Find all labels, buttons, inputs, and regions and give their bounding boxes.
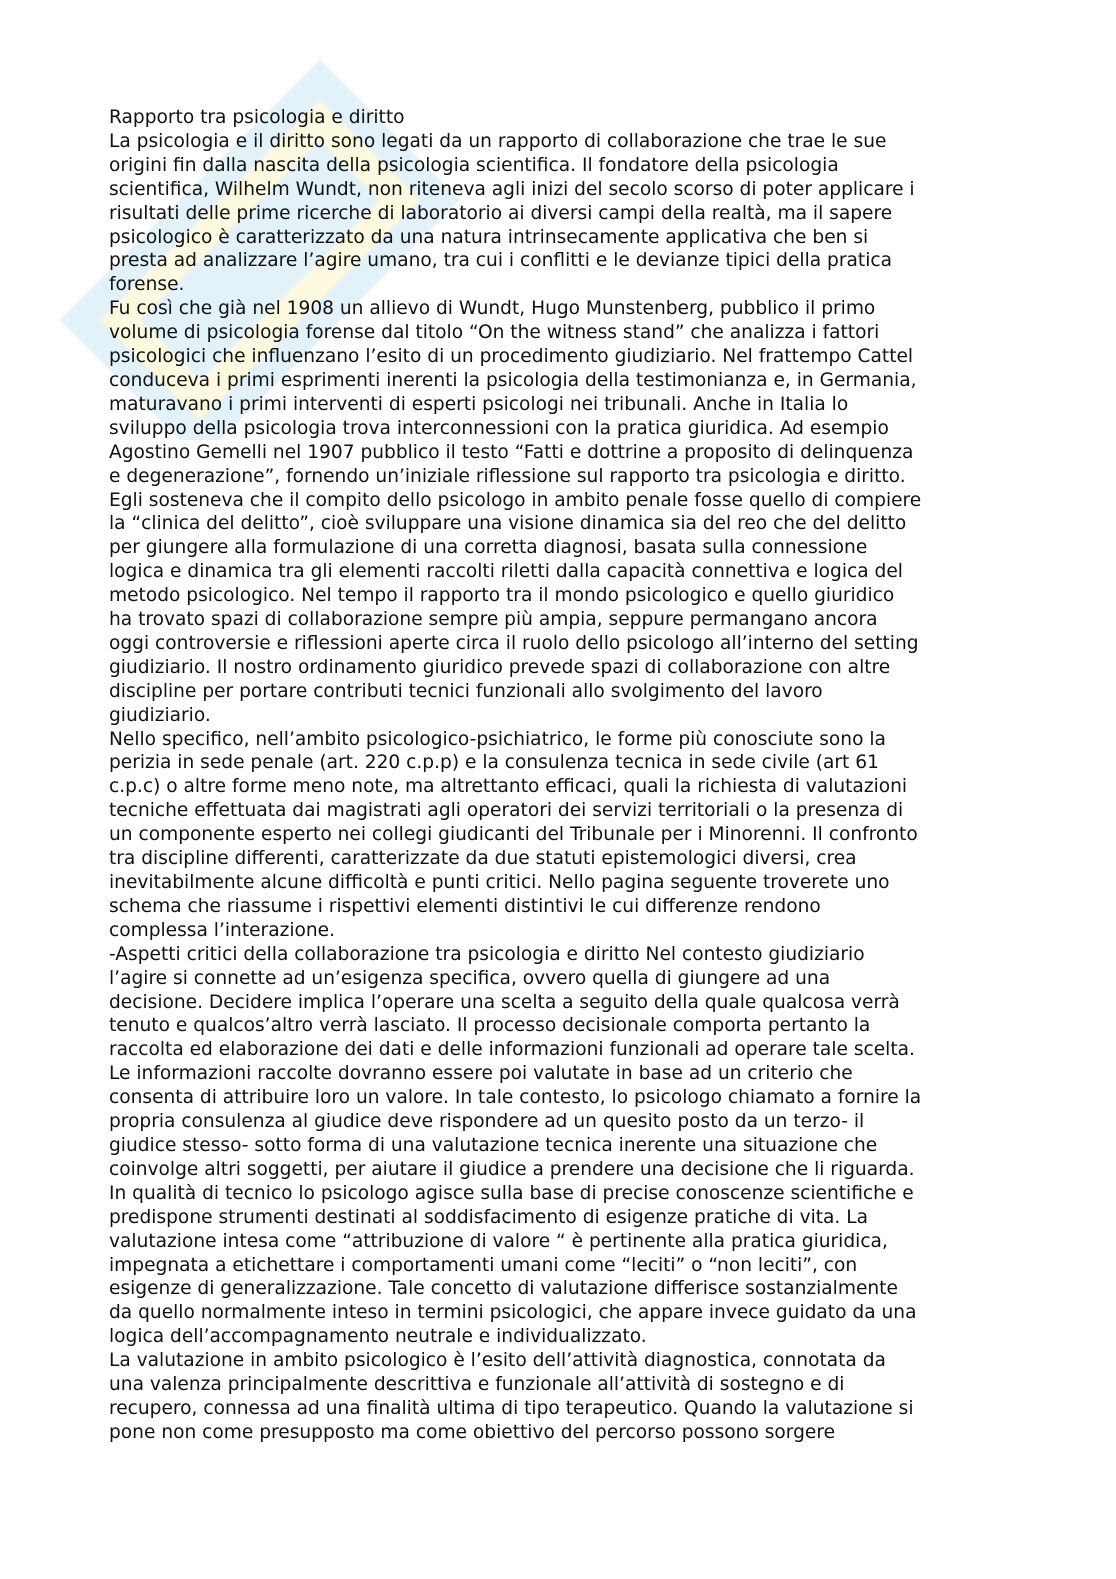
text-line: propria consulenza al giudice deve rispondere ad un quesito posto da un terzo- il bbox=[109, 1111, 865, 1133]
text-line: da quello normalmente inteso in termini psicologici, che appare invece guidato da una bbox=[109, 1302, 917, 1324]
text-line: sviluppo della psicologia trova interconnessioni con la pratica giuridica. Ad esempio bbox=[109, 417, 889, 439]
text-line: Nello specifico, nell’ambito psicologico-psichiatrico, le forme più conosciute sono la bbox=[109, 728, 886, 750]
text-line: Agostino Gemelli nel 1907 pubblico il testo “Fatti e dottrine a proposito di delinquenza bbox=[109, 441, 914, 463]
text-line: psicologico è caratterizzato da una natura intrinsecamente applicativa che ben si bbox=[109, 226, 869, 248]
text-line: metodo psicologico. Nel tempo il rapporto tra il mondo psicologico e quello giuridico bbox=[109, 585, 895, 607]
text-line: tra discipline differenti, caratterizzate da due statuti epistemologici diversi, crea bbox=[109, 848, 857, 870]
text-line: perizia in sede penale (art. 220 c.p.p) e la consulenza tecnica in sede civile (art 61 bbox=[109, 752, 879, 774]
text-line: conduceva i primi esprimenti inerenti la psicologia della testimonianza e, in Germania, bbox=[109, 369, 917, 391]
text-line: raccolta ed elaborazione dei dati e delle informazioni funzionali ad operare tale scelta. bbox=[109, 1039, 915, 1061]
text-line: pone non come presupposto ma come obiettivo del percorso possono sorgere bbox=[109, 1421, 836, 1443]
text-line: una valenza principalmente descrittiva e funzionale all’attività di sostegno e di bbox=[109, 1374, 845, 1396]
text-line: giudiziario. Il nostro ordinamento giuridico prevede spazi di collaborazione con altre bbox=[109, 656, 891, 678]
text-line: origini fin dalla nascita della psicologia scientifica. Il fondatore della psicologia bbox=[109, 154, 839, 176]
text-line: inevitabilmente alcune difficoltà e punti critici. Nello pagina seguente troverete uno bbox=[109, 872, 890, 893]
text-line: oggi controversie e riflessioni aperte circa il ruolo dello psicologo all’interno del setting bbox=[109, 632, 919, 654]
text-line: Egli sosteneva che il compito dello psicologo in ambito penale fosse quello di compiere bbox=[109, 489, 922, 511]
text-line: ha trovato spazi di collaborazione sempre più ampia, seppure permangano ancora bbox=[109, 609, 878, 631]
text-line: per giungere alla formulazione di una corretta diagnosi, basata sulla connessione bbox=[109, 537, 868, 559]
text-line: coinvolge altri soggetti, per aiutare il giudice a prendere una decisione che li riguarda. bbox=[109, 1158, 915, 1180]
text-line: maturavano i primi interventi di esperti psicologi nei tribunali. Anche in Italia lo bbox=[109, 393, 849, 415]
text-line: schema che riassume i rispettivi elementi distintivi le cui differenze rendono bbox=[109, 895, 821, 917]
text-line: decisione. Decidere implica l’operare una scelta a seguito della quale qualcosa verrà bbox=[109, 991, 900, 1013]
text-line: la “clinica del delitto”, cioè sviluppare una visione dinamica sia del reo che del delitto bbox=[109, 513, 907, 535]
text-line: giudiziario. bbox=[109, 704, 211, 726]
text-line: psicologici che influenzano l’esito di un procedimento giudiziario. Nel frattempo Cattel bbox=[109, 346, 914, 368]
document-title: Rapporto tra psicologia e diritto bbox=[109, 107, 405, 128]
text-line: un componente esperto nei collegi giudicanti del Tribunale per i Minorenni. Il confronto bbox=[109, 824, 918, 846]
text-line: -Aspetti critici della collaborazione tra psicologia e diritto Nel contesto giudiziario bbox=[109, 943, 865, 965]
text-line: logica e dinamica tra gli elementi raccolti riletti dalla capacità connettiva e logica del bbox=[109, 561, 903, 583]
text-line: consenta di attribuire loro un valore. In tale contesto, lo psicologo chiamato a fornire la bbox=[109, 1087, 922, 1109]
text-line: l’agire si connette ad un’esigenza specifica, ovvero quella di giungere ad una bbox=[109, 967, 831, 989]
text-line: e degenerazione”, fornendo un’iniziale riflessione sul rapporto tra psicologia e diritto. bbox=[109, 465, 906, 487]
text-line: complessa l’interazione. bbox=[109, 919, 336, 941]
text-line: predispone strumenti destinati al soddisfacimento di esigenze pratiche di vita. La bbox=[109, 1206, 868, 1228]
document-body bbox=[109, 106, 1009, 1445]
text-line: presta ad analizzare l’agire umano, tra cui i conflitti e le devianze tipici della pratica bbox=[109, 250, 892, 272]
text-line: Fu così che già nel 1908 un allievo di Wundt, Hugo Munstenberg, pubblico il primo bbox=[109, 298, 876, 320]
text-line: forense. bbox=[109, 274, 185, 296]
text-line: giudice stesso- sotto forma di una valutazione tecnica inerente una situazione che bbox=[109, 1134, 878, 1156]
text-line: La valutazione in ambito psicologico è l’esito dell’attività diagnostica, connotata da bbox=[109, 1350, 886, 1372]
text-line: tenuto e qualcos’altro verrà lasciato. Il processo decisionale comporta pertanto la bbox=[109, 1015, 871, 1037]
text-line: scientifica, Wilhelm Wundt, non riteneva agli inizi del secolo scorso di poter applicare i bbox=[109, 178, 915, 200]
text-line: c.p.c) o altre forme meno note, ma altrettanto efficaci, quali la richiesta di valutazioni bbox=[109, 776, 908, 798]
text-line: In qualità di tecnico lo psicologo agisce sulla base di precise conoscenze scientifiche e bbox=[109, 1182, 914, 1204]
text-line: discipline per portare contributi tecnici funzionali allo svolgimento del lavoro bbox=[109, 680, 823, 702]
text-line: valutazione intesa come “attribuzione di valore “ è pertinente alla pratica giuridica, bbox=[109, 1230, 888, 1252]
text-line: impegnata a etichettare i comportamenti umani come “leciti” o “non leciti”, con bbox=[109, 1254, 858, 1276]
text-line: volume di psicologia forense dal titolo “On the witness stand” che analizza i fattori bbox=[109, 322, 880, 344]
text-line: risultati delle prime ricerche di laboratorio ai diversi campi della realtà, ma il sapere bbox=[109, 202, 893, 224]
text-line: tecniche effettuata dai magistrati agli operatori dei servizi territoriali o la presenza di bbox=[109, 800, 904, 822]
text-line: esigenze di generalizzazione. Tale concetto di valutazione differisce sostanzialmente bbox=[109, 1278, 898, 1300]
text-line: logica dell’accompagnamento neutrale e individualizzato. bbox=[109, 1326, 647, 1348]
text-line: Le informazioni raccolte dovranno essere poi valutate in base ad un criterio che bbox=[109, 1063, 853, 1085]
text-line: recupero, connessa ad una finalità ultima di tipo terapeutico. Quando la valutazione si bbox=[109, 1397, 914, 1419]
text-line: La psicologia e il diritto sono legati da un rapporto di collaborazione che trae le sue bbox=[109, 130, 887, 152]
